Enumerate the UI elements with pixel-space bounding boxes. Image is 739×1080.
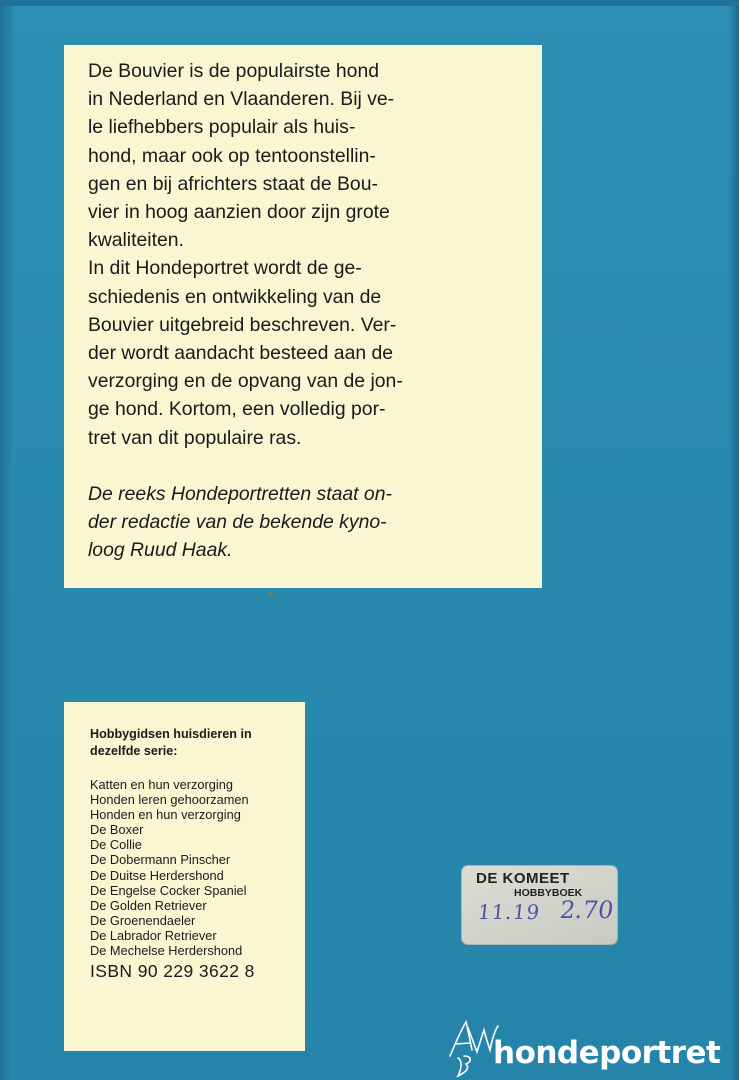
series-editor-note: De reeks Hondeportretten staat on- der redactie van de bekende kyno- loog Ruud Haak. [88,482,392,562]
sticker-code: 11.19 [476,900,542,924]
series-title: Honden en hun verzorging [90,807,241,823]
series-heading: Hobbygidsen huisdieren in dezelfde serie: [90,727,252,758]
series-title: Katten en hun verzorging [90,777,233,792]
series-title-list [90,777,295,958]
series-title: De Golden Retriever [90,897,207,913]
sticker-subtitle: HOBBYBOEK [514,887,583,899]
cover-right-edge [729,0,739,1080]
series-title: De Labrador Retriever [90,927,217,943]
brand-mark [444,1016,739,1080]
description-panel [64,45,542,588]
price-sticker [462,866,617,944]
brand-wordmark: hondeportret [493,1035,721,1071]
isbn-number: ISBN 90 229 3622 8 [90,961,255,982]
cover-left-edge [0,0,14,1080]
series-list-panel [64,702,305,1051]
series-title: De Groenendaeler [90,912,196,928]
paper-speck [269,592,273,596]
awb-logo-icon [444,1016,500,1080]
sticker-store-name: DE KOMEET [476,870,570,887]
sticker-price: 2.70 [558,896,616,924]
description-text: De Bouvier is de populairste hond in Nederland en Vlaanderen. Bij ve- le liefhebbers populair als huis- hond, maar ook op tentoonstellin- gen en bij africhters staat de Bou- vier in hoog aanzien door zijn grote kwaliteiten. In dit Hondeportret wordt de ge- schiedenis en ontwikkeling van de Bouvier uitgebreid beschreven. Ver- der wordt aandacht besteed aan de verzorging en de opvang van de jon- ge hond. Kortom, een volledig por- tret van dit populaire ras. [88,60,403,449]
series-title: De Duitse Herdershond [90,867,224,883]
series-title: De Boxer [90,822,144,838]
series-title: De Engelse Cocker Spaniel [90,882,247,898]
series-title: De Dobermann Pinscher [90,852,231,868]
series-title: De Collie [90,837,142,853]
cover-top-edge [0,0,739,6]
series-title: De Mechelse Herdershond [90,943,243,959]
series-title: Honden leren gehoorzamen [90,792,249,808]
